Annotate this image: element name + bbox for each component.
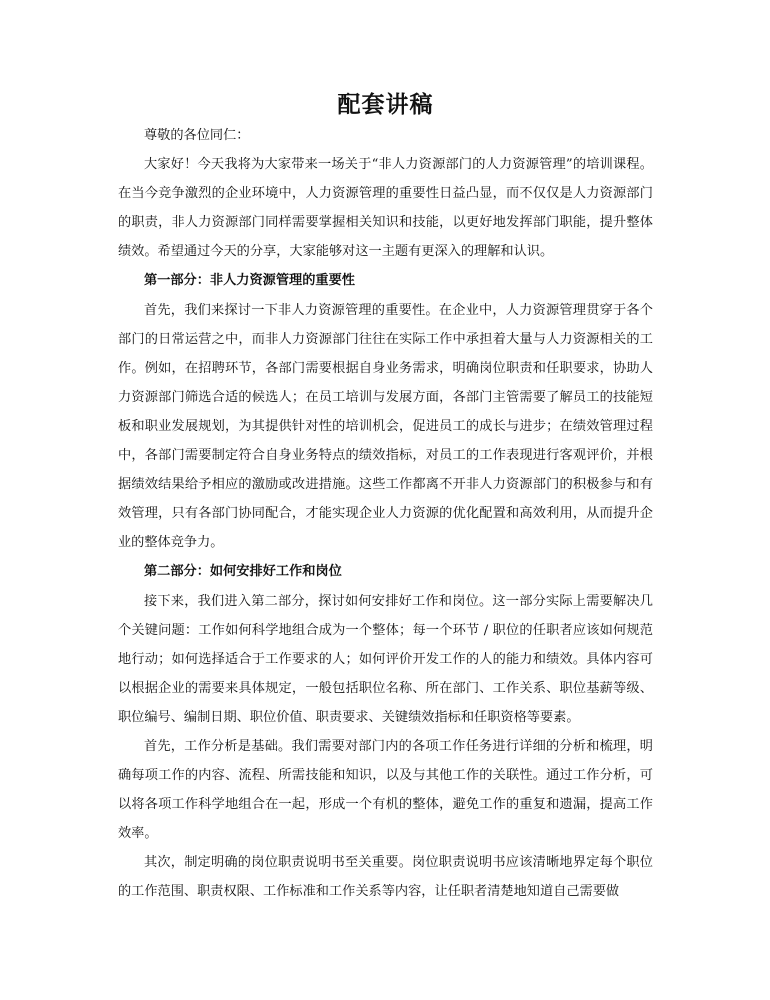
part1-paragraph: 首先，我们来探讨一下非人力资源管理的重要性。在企业中，人力资源管理贯穿于各个部门的日常运营之中，而非人力资源部门往往在实际工作中承担着大量与人力资源相关的工作。例如，在招聘环节，各部门需要根据自身业务需求，明确岗位职责和任职要求，协助人力资源部门筛选合适的候选人；在员工培训与发展方面，各部门主管需要了解员工的技能短板和职业发展规划，为其提供针对性的培训机会，促进员工的成长与进步；在绩效管理过程中，各部门需要制定符合自身业务特点的绩效指标，对员工的工作表现进行客观评价，并根据绩效结果给予相应的激励或改进措施。这些工作都离不开非人力资源部门的积极参与和有效管理，只有各部门协同配合，才能实现企业人力资源的优化配置和高效利用，从而提升企业的整体竞争力。 [118, 302, 653, 551]
part2-paragraph-3: 其次，制定明确的岗位职责说明书至关重要。岗位职责说明书应该清晰地界定每个职位的工作范围、职责权限、工作标准和工作关系等内容，让任职者清楚地知道自己需要做 [118, 855, 653, 900]
salutation: 尊敬的各位同仁： [144, 128, 250, 143]
document-body [118, 121, 653, 907]
part2-paragraph-1: 接下来，我们进入第二部分，探讨如何安排好工作和岗位。这一部分实际上需要解决几个关键问题：工作如何科学地组合成为一个整体；每一个环节 / 职位的任职者应该如何规范地行动；如何选择适合于工作要求的人；如何评价开发工作的人的能力和绩效。具体内容可以根据企业的需要来具体规定，一般包括职位名称、所在部门、工作关系、职位基薪等级、职位编号、编制日期、职位价值、职责要求、关键绩效指标和任职资格等要素。 [118, 593, 653, 725]
part1-heading: 第一部分：非人力资源管理的重要性 [144, 273, 355, 289]
part2-paragraph-2: 首先，工作分析是基础。我们需要对部门内的各项工作任务进行详细的分析和梳理，明确每项工作的内容、流程、所需技能和知识，以及与其他工作的关联性。通过工作分析，可以将各项工作科学地组合在一起，形成一个有机的整体，避免工作的重复和遗漏，提高工作效率。 [118, 738, 653, 842]
intro-paragraph: 大家好！今天我将为大家带来一场关于“非人力资源部门的人力资源管理”的培训课程。在当今竞争激烈的企业环境中，人力资源管理的重要性日益凸显，而不仅仅是人力资源部门的职责，非人力资源部门同样需要掌握相关知识和技能，以更好地发挥部门职能，提升整体绩效。希望通过今天的分享，大家能够对这一主题有更深入的理解和认识。 [118, 157, 653, 260]
part2-heading: 第二部分：如何安排好工作和岗位 [144, 564, 342, 580]
document-title: 配套讲稿 [337, 91, 434, 118]
